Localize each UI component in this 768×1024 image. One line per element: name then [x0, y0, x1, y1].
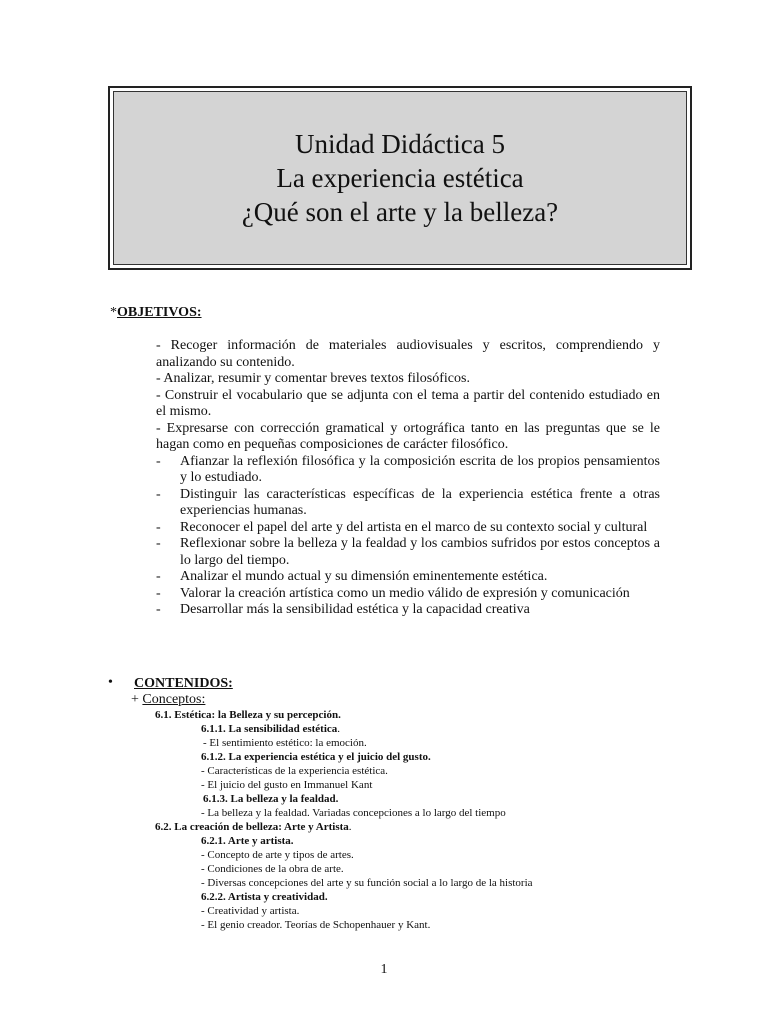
outline-item: - El genio creador. Teorías de Schopenhauer y Kant. [201, 919, 431, 931]
objetivo-list-item-text: Desarrollar más la sensibilidad estética y la capacidad creativa [180, 602, 530, 617]
unit-question: ¿Qué son el arte y la belleza? [241, 197, 559, 227]
outline-section: 6.1. Estética: la Belleza y su percepción. [155, 709, 341, 721]
list-dash: - [156, 486, 161, 502]
outline-item: - Características de la experiencia estética. [201, 765, 388, 777]
outline-subsection: 6.1.3. La belleza y la fealdad. [203, 793, 339, 805]
outline-suffix: . [348, 821, 352, 833]
title-box-inner [113, 91, 687, 265]
objetivo-list-item [156, 536, 660, 569]
objetivo-list-item [156, 520, 660, 537]
objetivo-list-item [156, 487, 660, 520]
outline-item: - Diversas concepciones del arte y su función social a lo largo de la historia [201, 877, 533, 889]
outline-suffix: . [337, 723, 341, 735]
objetivo-dash-item: - Expresarse con corrección gramatical y ortográfica tanto en las preguntas que se le hagan como en pequeñas composiciones de carácter filosófico. [156, 420, 660, 452]
list-dash: - [156, 585, 161, 601]
objetivos-star: * [110, 305, 117, 320]
outline-item: - El sentimiento estético: la emoción. [203, 737, 367, 749]
objetivo-list-item [156, 586, 660, 603]
objetivos-heading [110, 304, 202, 321]
objetivo-list-item [156, 454, 660, 487]
list-dash: - [156, 602, 161, 617]
objetivo-list-item-text: Analizar el mundo actual y su dimensión eminentemente estética. [180, 569, 548, 584]
contenidos-heading [134, 675, 233, 692]
title-box [108, 86, 692, 270]
objetivo-list-item-text: Valorar la creación artística como un medio válido de expresión y comunicación [180, 585, 630, 601]
list-dash: - [156, 536, 161, 551]
outline-subsection: 6.1.2. La experiencia estética y el juicio del gusto. [201, 751, 431, 763]
objetivo-list-item-text: Reflexionar sobre la belleza y la fealdad y los cambios sufridos por estos conceptos a lo largo del tiempo. [180, 536, 660, 568]
objetivo-list-item-text: Distinguir las características específicas de la experiencia estética frente a otras experiencias humanas. [180, 486, 660, 518]
objetivos-heading-text: OBJETIVOS: [117, 305, 202, 320]
objetivo-dash-item: - Recoger información de materiales audiovisuales y escritos, comprendiendo y analizando su contenido. [156, 338, 660, 370]
contenidos-bullet: • [108, 675, 113, 690]
outline-section [155, 821, 352, 835]
conceptos-label: Conceptos: [142, 692, 206, 707]
outline-subsection [201, 723, 340, 737]
objetivo-list-item-text: Reconocer el papel del arte y del artista en el marco de su contexto social y cultural [180, 519, 648, 535]
outline-item: - Concepto de arte y tipos de artes. [201, 849, 354, 861]
objetivo-list-item-text: Afianzar la reflexión filosófica y la composición escrita de los propios pensamientos y lo estudiado. [180, 453, 660, 485]
outline-subsection: 6.2.1. Arte y artista. [201, 835, 294, 847]
list-dash: - [156, 569, 161, 584]
outline-item: - La belleza y la fealdad. Variadas concepciones a lo largo del tiempo [201, 807, 506, 819]
objetivo-dash-item: - Construir el vocabulario que se adjunta con el tema a partir del contenido estudiado en el mismo. [156, 387, 660, 419]
unit-subtitle: La experiencia estética [276, 163, 524, 193]
unit-title: Unidad Didáctica 5 [295, 129, 505, 159]
outline-item: - Creatividad y artista. [201, 905, 300, 917]
contenidos-heading-text: CONTENIDOS: [134, 676, 233, 691]
list-dash: - [156, 453, 161, 469]
outline-subsection-text: 6.1.1. La sensibilidad estética [201, 723, 338, 735]
objetivo-list-item [156, 569, 660, 586]
outline-section-text: 6.2. La creación de belleza: Arte y Artista [155, 821, 349, 833]
objetivos-list [156, 338, 660, 619]
outline-subsection: 6.2.2. Artista y creatividad. [201, 891, 328, 903]
objetivo-list-item [156, 602, 660, 619]
list-dash: - [156, 519, 161, 535]
conceptos-heading [131, 691, 205, 708]
objetivo-dash-item: - Analizar, resumir y comentar breves textos filosóficos. [156, 371, 470, 386]
outline-item: - Condiciones de la obra de arte. [201, 863, 344, 875]
outline-item: - El juicio del gusto en Immanuel Kant [201, 779, 373, 791]
plus-sign: + [131, 692, 139, 707]
page-number: 1 [380, 962, 388, 977]
